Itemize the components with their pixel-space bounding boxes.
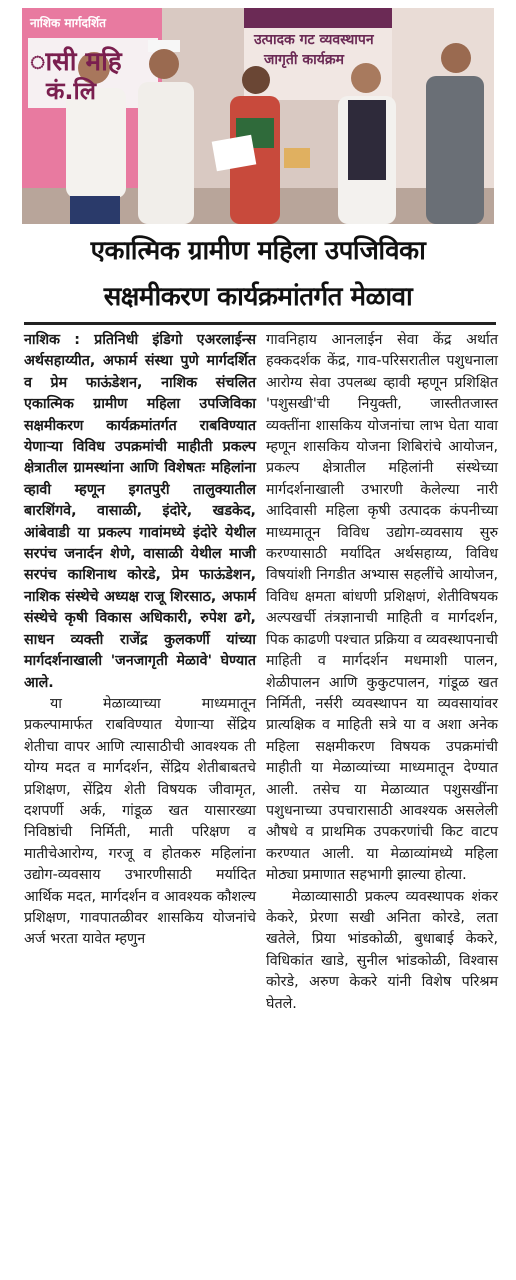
banner-left-line2: ासी महि: [30, 47, 122, 77]
banner-left-line3: कं.लि: [46, 77, 97, 105]
left-paragraph-body: या मेळाव्याच्या माध्यमातून प्रकल्पामार्फत राबविण्यात येणाऱ्या सेंद्रिय शेतीचा वापर आणि त्यासाठीची आवश्यक ती योग्य मदत व मार्गदर्शन, सेंद्रिय शेतीबाबतचे प्रशिक्षण, सेंद्रिय शेती विषयक जीवामृत, दशपर्णी अर्क, गांडूळ खत यासारख्या निविष्ठांची निर्मिती, माती परिक्षण व मातीचेआरोग्य, गरजू व होतकरु महिलांना उद्योग-व्यवसाय उभारणीसाठी मर्यादित आर्थिक मदत, मार्गदर्शन व आवश्यक कौशल्य प्रशिक्षण, गावपातळीवर शासकिय योजनांचे अर्ज भरता यावेत म्हणुन: [24, 695, 256, 948]
headline-line-2: सक्षमीकरण कार्यक्रमांतर्गत मेळावा: [103, 282, 413, 312]
article-column-left: [24, 330, 256, 951]
right-paragraph-credits: मेळाव्यासाठी प्रकल्प व्यवस्थापक शंकर केकरे, प्रेरणा सखी अनिता कोरडे, लता खतेले, प्रिया भांडकोळी, बुधाबाई केकरे, विधिकांत खाडे, सुनील भांडकोळी, विश्वास कोरडे, अरुण केकरे यांनी विशेष परिश्रम घेतले.: [266, 888, 498, 1012]
article-column-right: [266, 330, 498, 1015]
banner-right-line2: जागृती कार्यक्रम: [264, 52, 344, 68]
banner-right-line1: उत्पादक गट व्यवस्थापन: [254, 32, 374, 48]
event-photo: [22, 8, 494, 224]
article-headline: [10, 228, 506, 320]
banner-left-line1: नाशिक मार्गदर्शित: [30, 16, 106, 30]
headline-line-1: एकात्मिक ग्रामीण महिला उपजिविका: [90, 236, 426, 266]
left-paragraph-lead: नाशिक : प्रतिनिधी इंडिगो एअरलाईन्स अर्थसहाय्यीत, अफार्म संस्था पुणे मार्गदर्शित व प्रेम फाऊंडेशन, नाशिक संचलित एकात्मिक ग्रामीण महिला उपजिविका सक्षमीकरण कार्यक्रमांतर्गत राबविण्यात येणाऱ्या विविध उपक्रमांची माहीती प्रकल्प क्षेत्रातील ग्रामस्थांना आणि विशेषतः महिलांना व्हावी म्हणून इगतपुरी तालुक्यातील बारशिंगवे, वासाळी, इंदोरे, खडकेद, आंबेवाडी या प्रकल्प गावांमध्ये इंदोरे येथील सरपंच जनार्दन शेणे, वासाळी येथील माजी सरपंच काशिनाथ कोरडे, प्रेम फाऊंडेशन, नाशिक संस्थेचे अध्यक्ष राजू शिरसाठ, अफार्म संस्थेचे कृषी विकास अधिकारी, रुपेश ढगे, साधन व्यक्ती राजेंद्र कुलकर्णी यांच्या मार्गदर्शनाखाली 'जनजागृती मेळावे' घेण्यात आले.: [24, 332, 256, 691]
headline-divider: [24, 322, 496, 325]
right-paragraph-body: गावनिहाय आनलाईन सेवा केंद्र अर्थात हक्कदर्शक केंद्र, गाव-परिसरातील पशुधनाला आरोग्य सेवा उपलब्ध व्हावी म्हणून प्रशिक्षित 'पशुसखी'ची नियुक्ती, जास्तीतजास्त व्यक्तींना शासकिय योजनांचा लाभ घेता यावा म्हणून शासकिय योजना शिबिरांचे आयोजन, प्रकल्प क्षेत्रातील महिलांनी संस्थेच्या मार्गदर्शनाखाली उभारणी केलेल्या नारी आदिवासी महिला कृषी उत्पादक कंपनीच्या माध्यमातून विविध उद्योग-व्यवसाय सुरु करण्यासाठी मर्यादित अर्थसहाय्य, विविध विषयांशी निगडीत अभ्यास सहलींचे आयोजन, विविध क्षमता बांधणी प्रशिक्षणं, शेतीविषयक अल्पखर्ची तंत्रज्ञानाची माहिती व मार्गदर्शन, पिक काढणी पश्चात प्रक्रिया व व्यवस्थापनाची माहिती व मार्गदर्शन मधमाशी पालन, शेळीपालन आणि कुकुटपालन, गांडूळ खत निर्मिती, नर्सरी व्यवस्थापन या व्यवसायांवर प्रात्यक्षिक व माहिती सत्रे या व अशा अनेक महिला सक्षमीकरण विषयक उपक्रमांची माहीती या मेळाव्यांच्या माध्यमातून देण्यात आली. तसेच या मेळाव्यात पशुसखींना पशुधनाच्या उपचारासाठी आवश्यक असलेली औषधे व प्राथमिक उपकरणांची किट वाटप करण्यात आली. या मेळाव्यांमध्ये महिला मोठ्या प्रमाणात सहभागी झाल्या होत्या.: [266, 332, 498, 884]
